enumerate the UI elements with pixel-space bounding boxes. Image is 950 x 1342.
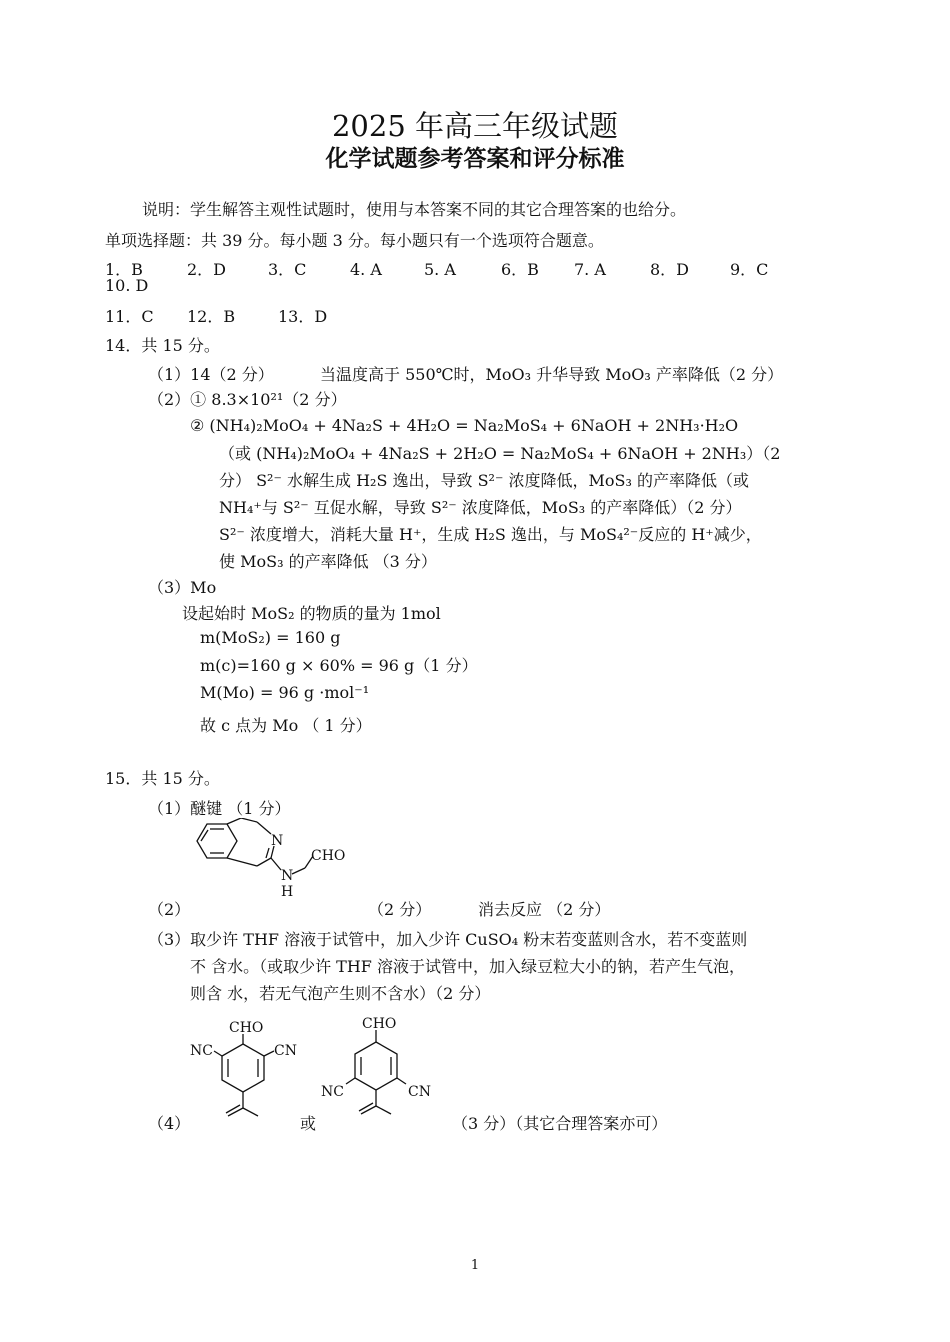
q15-part2-label: （2） bbox=[148, 900, 191, 919]
q14-part3-answer: （3）Mo bbox=[148, 578, 217, 597]
q15-mol-b-cn-label: CN bbox=[408, 1084, 431, 1100]
q14-calc-1: 设起始时 MoS₂ 的物质的量为 1mol bbox=[182, 604, 441, 623]
mc-answer-2: 2．D bbox=[187, 260, 227, 279]
q14-calc-4: M(Mo) = 96 g ·mol⁻¹ bbox=[200, 683, 370, 702]
q15-mol-b-nc-label: NC bbox=[321, 1084, 344, 1100]
q15-mol-a-cn-label: CN bbox=[274, 1043, 297, 1059]
q14-text-line-6: 使 MoS₃ 的产率降低 （3 分） bbox=[219, 552, 437, 571]
mc-answer-6: 6．B bbox=[501, 260, 539, 279]
mc-answer-12: 12．B bbox=[187, 307, 236, 326]
q15-part4-score: （3 分）（其它合理答案亦可） bbox=[452, 1114, 668, 1133]
mc-answer-13: 13．D bbox=[278, 307, 328, 326]
mc-answer-5: 5. A bbox=[424, 260, 456, 279]
mc-answer-4: 4. A bbox=[350, 260, 382, 279]
mc-answer-11: 11．C bbox=[105, 307, 154, 326]
mc-answer-7: 7. A bbox=[574, 260, 606, 279]
q15-header: 15．共 15 分。 bbox=[105, 769, 220, 788]
q15-mol-b-cho-label: CHO bbox=[362, 1016, 397, 1032]
q15-mol-n-label-2: N bbox=[281, 868, 294, 884]
mc-answer-9: 9．C bbox=[730, 260, 769, 279]
q15-mol-h-label: H bbox=[281, 884, 294, 900]
q14-text-line-3: 分） S²⁻ 水解生成 H₂S 逸出，导致 S²⁻ 浓度降低，MoS₃ 的产率降低（或 bbox=[219, 471, 749, 490]
page-number: 1 bbox=[470, 1258, 480, 1273]
q15-part3-line-1: （3）取少许 THF 溶液于试管中，加入少许 CuSO₄ 粉末若变蓝则含水，若不变蓝则 bbox=[148, 930, 748, 949]
q15-mol-a-cho-label: CHO bbox=[229, 1020, 264, 1036]
q14-calc-3: m(c)=160 g × 60% = 96 g（1 分） bbox=[200, 656, 478, 675]
q15-part4-structure-b bbox=[318, 1010, 443, 1130]
q14-calc-5: 故 c 点为 Mo （ 1 分） bbox=[200, 716, 372, 735]
mc-answer-3: 3．C bbox=[268, 260, 307, 279]
q14-header: 14．共 15 分。 bbox=[105, 336, 220, 355]
q15-part3-line-2: 不 含水。（或取少许 THF 溶液于试管中，加入绿豆粒大小的钠，若产生气泡， bbox=[190, 957, 745, 976]
q15-part2-structure bbox=[185, 818, 350, 903]
mc-answer-10: 10. D bbox=[105, 276, 149, 295]
mc-answer-8: 8．D bbox=[650, 260, 690, 279]
q14-calc-2: m(MoS₂) = 160 g bbox=[200, 628, 341, 647]
q15-mol-a-nc-label: NC bbox=[190, 1043, 213, 1059]
q14-part1-explanation: 当温度高于 550℃时，MoO₃ 升华导致 MoO₃ 产率降低（2 分） bbox=[320, 365, 784, 384]
q14-part2-answer: （2）① 8.3×10²¹（2 分） bbox=[148, 390, 347, 409]
mc-header: 单项选择题：共 39 分。每小题 3 分。每小题只有一个选项符合题意。 bbox=[105, 231, 604, 250]
mc-answer-1: 1．B bbox=[105, 260, 143, 279]
q15-mol-cho-label: CHO bbox=[311, 848, 346, 864]
q15-part2-reaction-type: 消去反应 （2 分） bbox=[478, 900, 611, 919]
q15-part3-line-3: 则含 水，若无气泡产生则不含水）（2 分） bbox=[190, 984, 491, 1003]
q14-equation-1: ② (NH₄)₂MoO₄ + 4Na₂S + 4H₂O = Na₂MoS₄ + 6NaOH + 2NH₃·H₂O bbox=[190, 416, 739, 435]
q15-part4-or: 或 bbox=[300, 1114, 317, 1133]
q15-part2-score: （2 分） bbox=[368, 900, 432, 919]
q14-text-line-5: S²⁻ 浓度增大，消耗大量 H⁺，生成 H₂S 逸出，与 MoS₄²⁻反应的 H⁺减少， bbox=[219, 525, 762, 544]
q14-equation-2: （或 (NH₄)₂MoO₄ + 4Na₂S + 2H₂O = Na₂MoS₄ + 6NaOH + 2NH₃）（2 bbox=[219, 444, 781, 463]
q15-part4-label: （4） bbox=[148, 1114, 191, 1133]
q14-text-line-4: NH₄⁺与 S²⁻ 互促水解，导致 S²⁻ 浓度降低，MoS₃ 的产率降低）（2 分） bbox=[219, 498, 742, 517]
document-subtitle: 化学试题参考答案和评分标准 bbox=[325, 146, 625, 172]
q15-part1-answer: （1）醚键 （1 分） bbox=[148, 799, 291, 818]
q15-part4-structure-a bbox=[188, 1016, 303, 1131]
intro-note: 说明：学生解答主观性试题时，使用与本答案不同的其它合理答案的也给分。 bbox=[142, 200, 687, 219]
document-title: 2025 年高三年级试题 bbox=[331, 109, 619, 143]
q14-part1-answer: （1）14（2 分） bbox=[148, 365, 274, 384]
q15-mol-n-label: N bbox=[271, 833, 284, 849]
